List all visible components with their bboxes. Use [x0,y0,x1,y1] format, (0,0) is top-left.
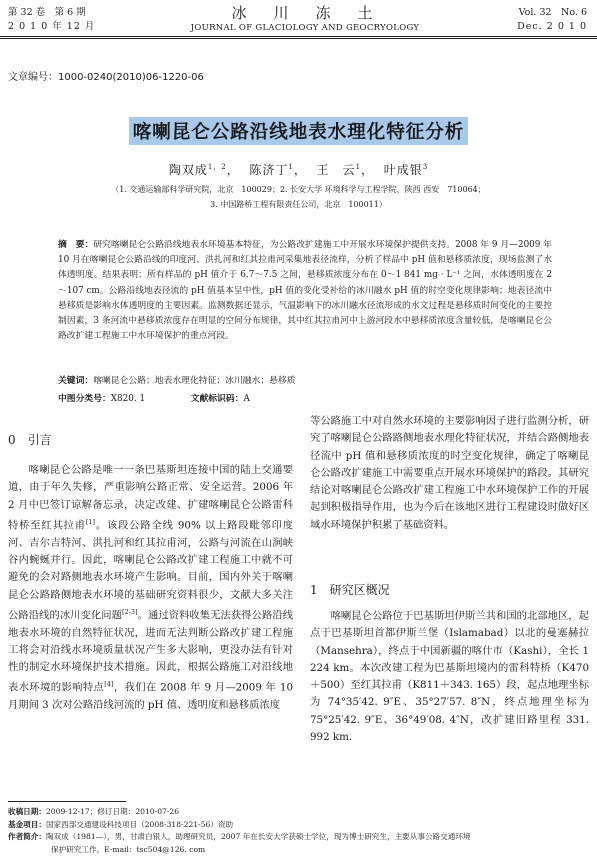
author-3: 王 云 [316,163,356,177]
footnote-received [8,806,593,819]
footnote-rule [8,801,126,802]
header-rule [0,36,597,37]
keywords-text: 喀喇昆仑公路；地表水理化特征；冰川融水；悬移质 [93,376,296,386]
author-list [0,161,597,178]
abstract-label: 摘 要： [58,240,94,250]
right-paragraph-1: 等公路施工中对自然水环境的主要影响因子进行监测分析，研究了喀喇昆仑公路路侧地表水理化特征状况，并结合路侧地表径流中 pH 值和悬移质浓度的时空变化规律，确定了喀喇昆仑公路改扩建施工中需要重点开展水环境保护的路段。其研究结论对喀喇昆仑公路改扩建工程施工中水环境保护工作的开展起到积极指导作用，也为今后在该地区进行工程建设时做好区域水环境保护积累了基础资料。 [310,415,589,531]
paper-title-wrap [0,117,597,145]
journal-title-cn: 冰 川 冻 土 [231,4,379,22]
volume-cn: 第 32 卷 第 6 期 [8,7,86,18]
footnote-author-cont: 保护研究工作。E-mail：tsc504@126. com [51,844,206,854]
intro-text-2: 。该段公路全线 90% 以上路段毗邻印度河、吉尔吉特河、洪扎河和红其拉甫河，公路与河流在山涧峡谷内蜿蜒并行。因此，喀喇昆仑公路改扩建工程施工中就不可避免的会对路侧地表水环境产生影响。目前，国内外关于喀喇昆仑公路路侧地表水环境的基础研究资料很少，文献大多关注公路沿线的冰川变化问题 [8,519,293,622]
header-right [517,6,587,34]
section-heading-study-area: 1 研究区概况 [310,583,390,597]
section-heading-intro: 0 引言 [8,433,52,447]
received-label: 收稿日期： [8,807,46,816]
fund-label: 基金项目： [8,819,46,829]
intro-text-3: 。通过资料收集无法获得公路沿线地表水环境的自然特征状况，进而无法判断公路改扩建工程施工将会对沿线水环境质量状况产生多大影响，更没办法有针对性的制定水环境保护技术措施。因此，根据公路施工对沿线地表水环境的影响特点 [8,609,294,694]
right-column [310,413,589,534]
author-1-affil: 1，2 [207,163,227,171]
abstract [58,238,552,344]
footnote-fund [8,819,593,832]
received-value: 2009-12-17；修订日期：2010-07-26 [45,807,180,816]
affiliation-line-1: （1. 交通运输部科学研究院，北京 100029；2. 长安大学 环境科学与工程学院，陕西 西安 710064； [111,185,486,194]
footnotes [8,806,593,856]
classification [58,391,552,404]
volume-en: Vol. 32 No. 6 [518,7,587,18]
author-2-affil: 1 [288,163,294,171]
keywords-label: 关键词： [58,376,94,386]
date-en: Dec. 2 0 1 0 [517,21,587,32]
intro-text-4: ，我们在 2008 年 9 月—2009 年 10 月期间 3 次对公路沿线河流的 pH 值、透明度和悬移质浓度 [8,681,294,712]
fund-value: 国家西部交通建设科技项目（2008-318-221-56）资助 [45,819,234,829]
paper-title: 喀喇昆仑公路沿线地表水理化特征分析 [129,117,469,145]
header-center [160,4,450,34]
author-2: 陈济丁 [249,163,289,177]
header-rule-2 [0,38,597,39]
footnote-author [8,831,593,844]
header-left [8,6,95,34]
clc-label: 中图分类号： [58,394,111,404]
date-cn: 2 0 1 0 年 12 月 [8,21,96,32]
author-bio-label: 作者简介： [8,832,46,841]
citation-2: [2-3] [122,607,138,616]
doc-code-label: 文献标识码： [190,394,244,404]
clc-value: X820. 1 [110,394,146,404]
author-bio: 陶双成（1981—），男，甘肃白银人，助理研究员，2007 年在长安大学获硕士学位，现为博士研究生，主要从事公路交通环境 [45,832,471,841]
abstract-text: 研究喀喇昆仑公路沿线地表水环境基本特征，为公路改扩建施工中开展水环境保护提供支持。2008 年 9 月—2009 年 10 月在喀喇昆仑公路沿线的印度河、洪扎河和红其拉甫河采集地表径流样，分析了样品中 pH 值和悬移质浓度，现场监测了水体透明度。结果表明：所有样品的 pH 值介于 6.7～7.5 之间，悬移质浓度分布在 0～1 841 mg · L⁻¹ 之间，水体透明度在 2～107 cm。公路沿线地表径流的 pH 值基本呈中性，pH 值的变化受补给的冰川融水 pH 值的时空变化规律影响；地表径流中悬移质是影响水体透明度的主要因素。监测数据还显示，气温影响下的冰川融水径流形成的水文过程是悬移质时间变化的主要控制因素，3 条河流中悬移质浓度存在明显的空间分布规律，其中红其拉甫河中上游河段水中悬移质浓度含量较低，是喀喇昆仑公路改扩建工程施工中水环境保护的重点河段。 [58,240,552,342]
intro-paragraph [8,462,293,714]
doc-code-value: A [243,394,250,404]
study-area-paragraph: 喀喇昆仑公路位于巴基斯坦伊斯兰共和国的北部地区，起点于巴基斯坦首都伊斯兰堡（Islamabad）以北的曼塞赫拉（Mansehra），终点于中国新疆的喀什市（Kashi），全长 1 224 km。本次改建工程为巴基斯坦境内的雷科特桥（K470＋500）至红其拉甫（K811＋343. 165）段，起点地理坐标为 74°35′42. 9″E、35°27′57. 8″N，终点地理坐标为 75°25′42. 9″E、36°49′08. 4″N，改扩建旧路里程 331. 992 km. [310,610,589,744]
study-area-block [310,608,589,746]
keywords [58,373,552,386]
affiliation-line-2: 3. 中国路桥工程有限责任公司，北京 100011） [210,200,387,209]
author-separator: ， [226,163,240,177]
author-4: 叶成银 [383,163,423,177]
journal-title-en: JOURNAL OF GLACIOLOGY AND GEOCRYOLOGY [190,23,420,33]
citation-3: [4] [104,680,114,689]
author-separator: ， [361,163,375,177]
author-1: 陶双成 [168,163,208,177]
author-4-affil: 3 [422,163,429,171]
author-separator: ， [293,163,307,177]
article-number: 文章编号：1000-0240(2010)06-1220-06 [8,72,204,83]
citation-1: [1] [85,517,96,526]
intro-text-1: 喀喇昆仑公路是唯一一条巴基斯坦连接中国的陆上交通要道，由于年久失修，严重影响公路正常、安全运营。2006 年 2 月中巴签订谅解备忘录，决定改建、扩建喀喇昆仑公路雷科特桥至红其拉甫 [8,464,293,532]
left-column [8,462,293,714]
author-3-affil: 1 [355,163,362,171]
